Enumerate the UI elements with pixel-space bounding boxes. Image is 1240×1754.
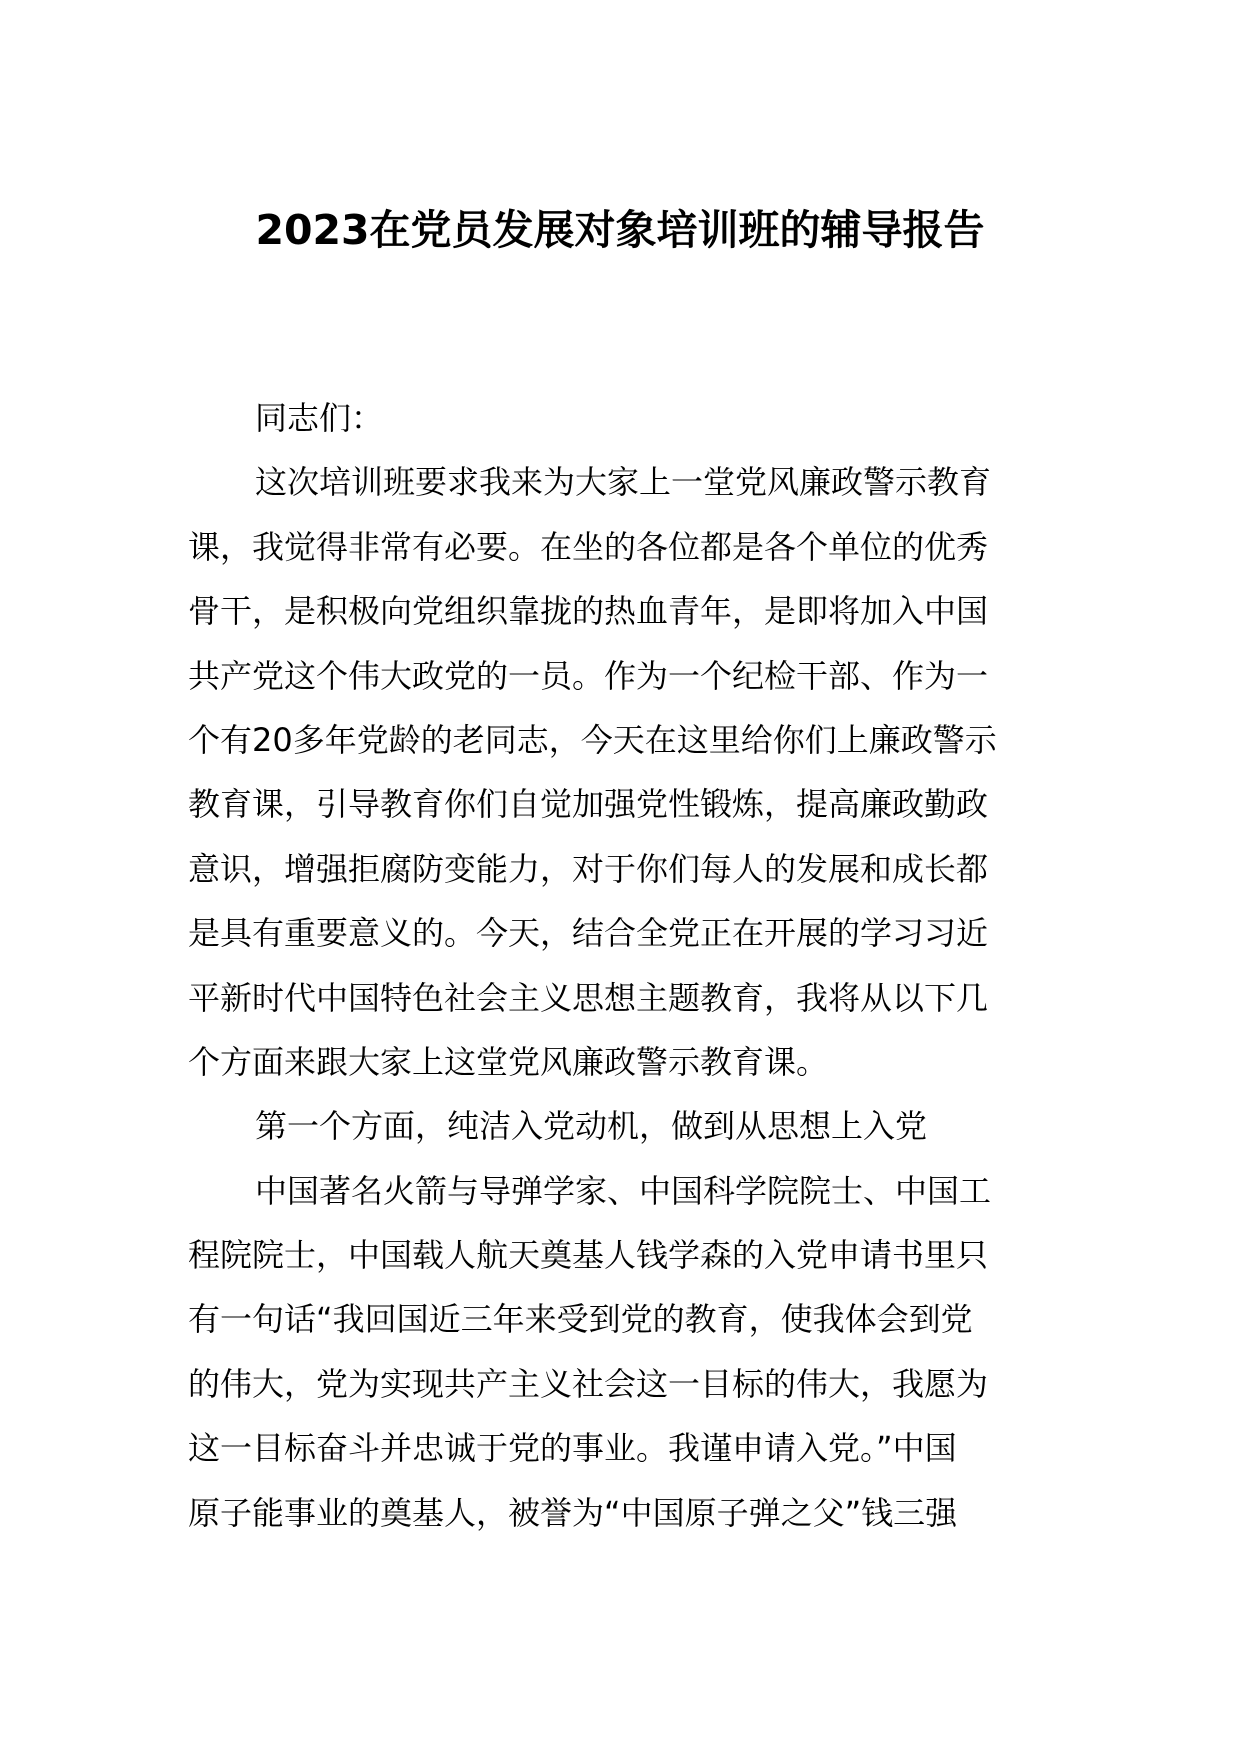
- paragraph-line: 程院院士，中国载人航天奠基人钱学森的入党申请书里只: [188, 1236, 989, 1275]
- section-heading-line: 第一个方面，纯洁入党动机，做到从思想上入党: [255, 1107, 928, 1146]
- paragraph-line: 是具有重要意义的。今天，结合全党正在开展的学习习近: [188, 914, 989, 953]
- paragraph-line: 有一句话“我回国近三年来受到党的教育，使我体会到党: [188, 1300, 973, 1339]
- paragraph-line: 个方面来跟大家上这堂党风廉政警示教育课。: [188, 1042, 829, 1081]
- salutation-line: 同志们：: [255, 399, 384, 437]
- paragraph-line: 课，我觉得非常有必要。在坐的各位都是各个单位的优秀: [188, 527, 989, 566]
- document-body: [188, 386, 1052, 1545]
- paragraph-line: 骨干，是积极向党组织靠拢的热血青年，是即将加入中国: [188, 592, 989, 631]
- paragraph-line: 中国著名火箭与导弹学家、中国科学院院士、中国工: [255, 1171, 992, 1210]
- paragraph-line: 的伟大，党为实现共产主义社会这一目标的伟大，我愿为: [188, 1364, 989, 1403]
- paragraph-line: 这一目标奋斗并忠诚于党的事业。我谨申请入党。”中国: [188, 1429, 957, 1468]
- paragraph-line: 共产党这个伟大政党的一员。作为一个纪检干部、作为一: [188, 656, 989, 695]
- paragraph-line: 个有20多年党龄的老同志，今天在这里给你们上廉政警示: [188, 720, 997, 759]
- paragraph-line: 意识，增强拒腐防变能力，对于你们每人的发展和成长都: [188, 849, 989, 888]
- paragraph-line: 这次培训班要求我来为大家上一堂党风廉政警示教育: [255, 463, 992, 502]
- paragraph-line: 原子能事业的奠基人，被誉为“中国原子弹之父”钱三强: [188, 1493, 958, 1532]
- paragraph-line: 平新时代中国特色社会主义思想主题教育，我将从以下几: [188, 978, 989, 1017]
- paragraph-line: 教育课，引导教育你们自觉加强党性锻炼，提高廉政勤政: [188, 785, 989, 824]
- document-title: 2023在党员发展对象培训班的辅导报告: [255, 206, 985, 254]
